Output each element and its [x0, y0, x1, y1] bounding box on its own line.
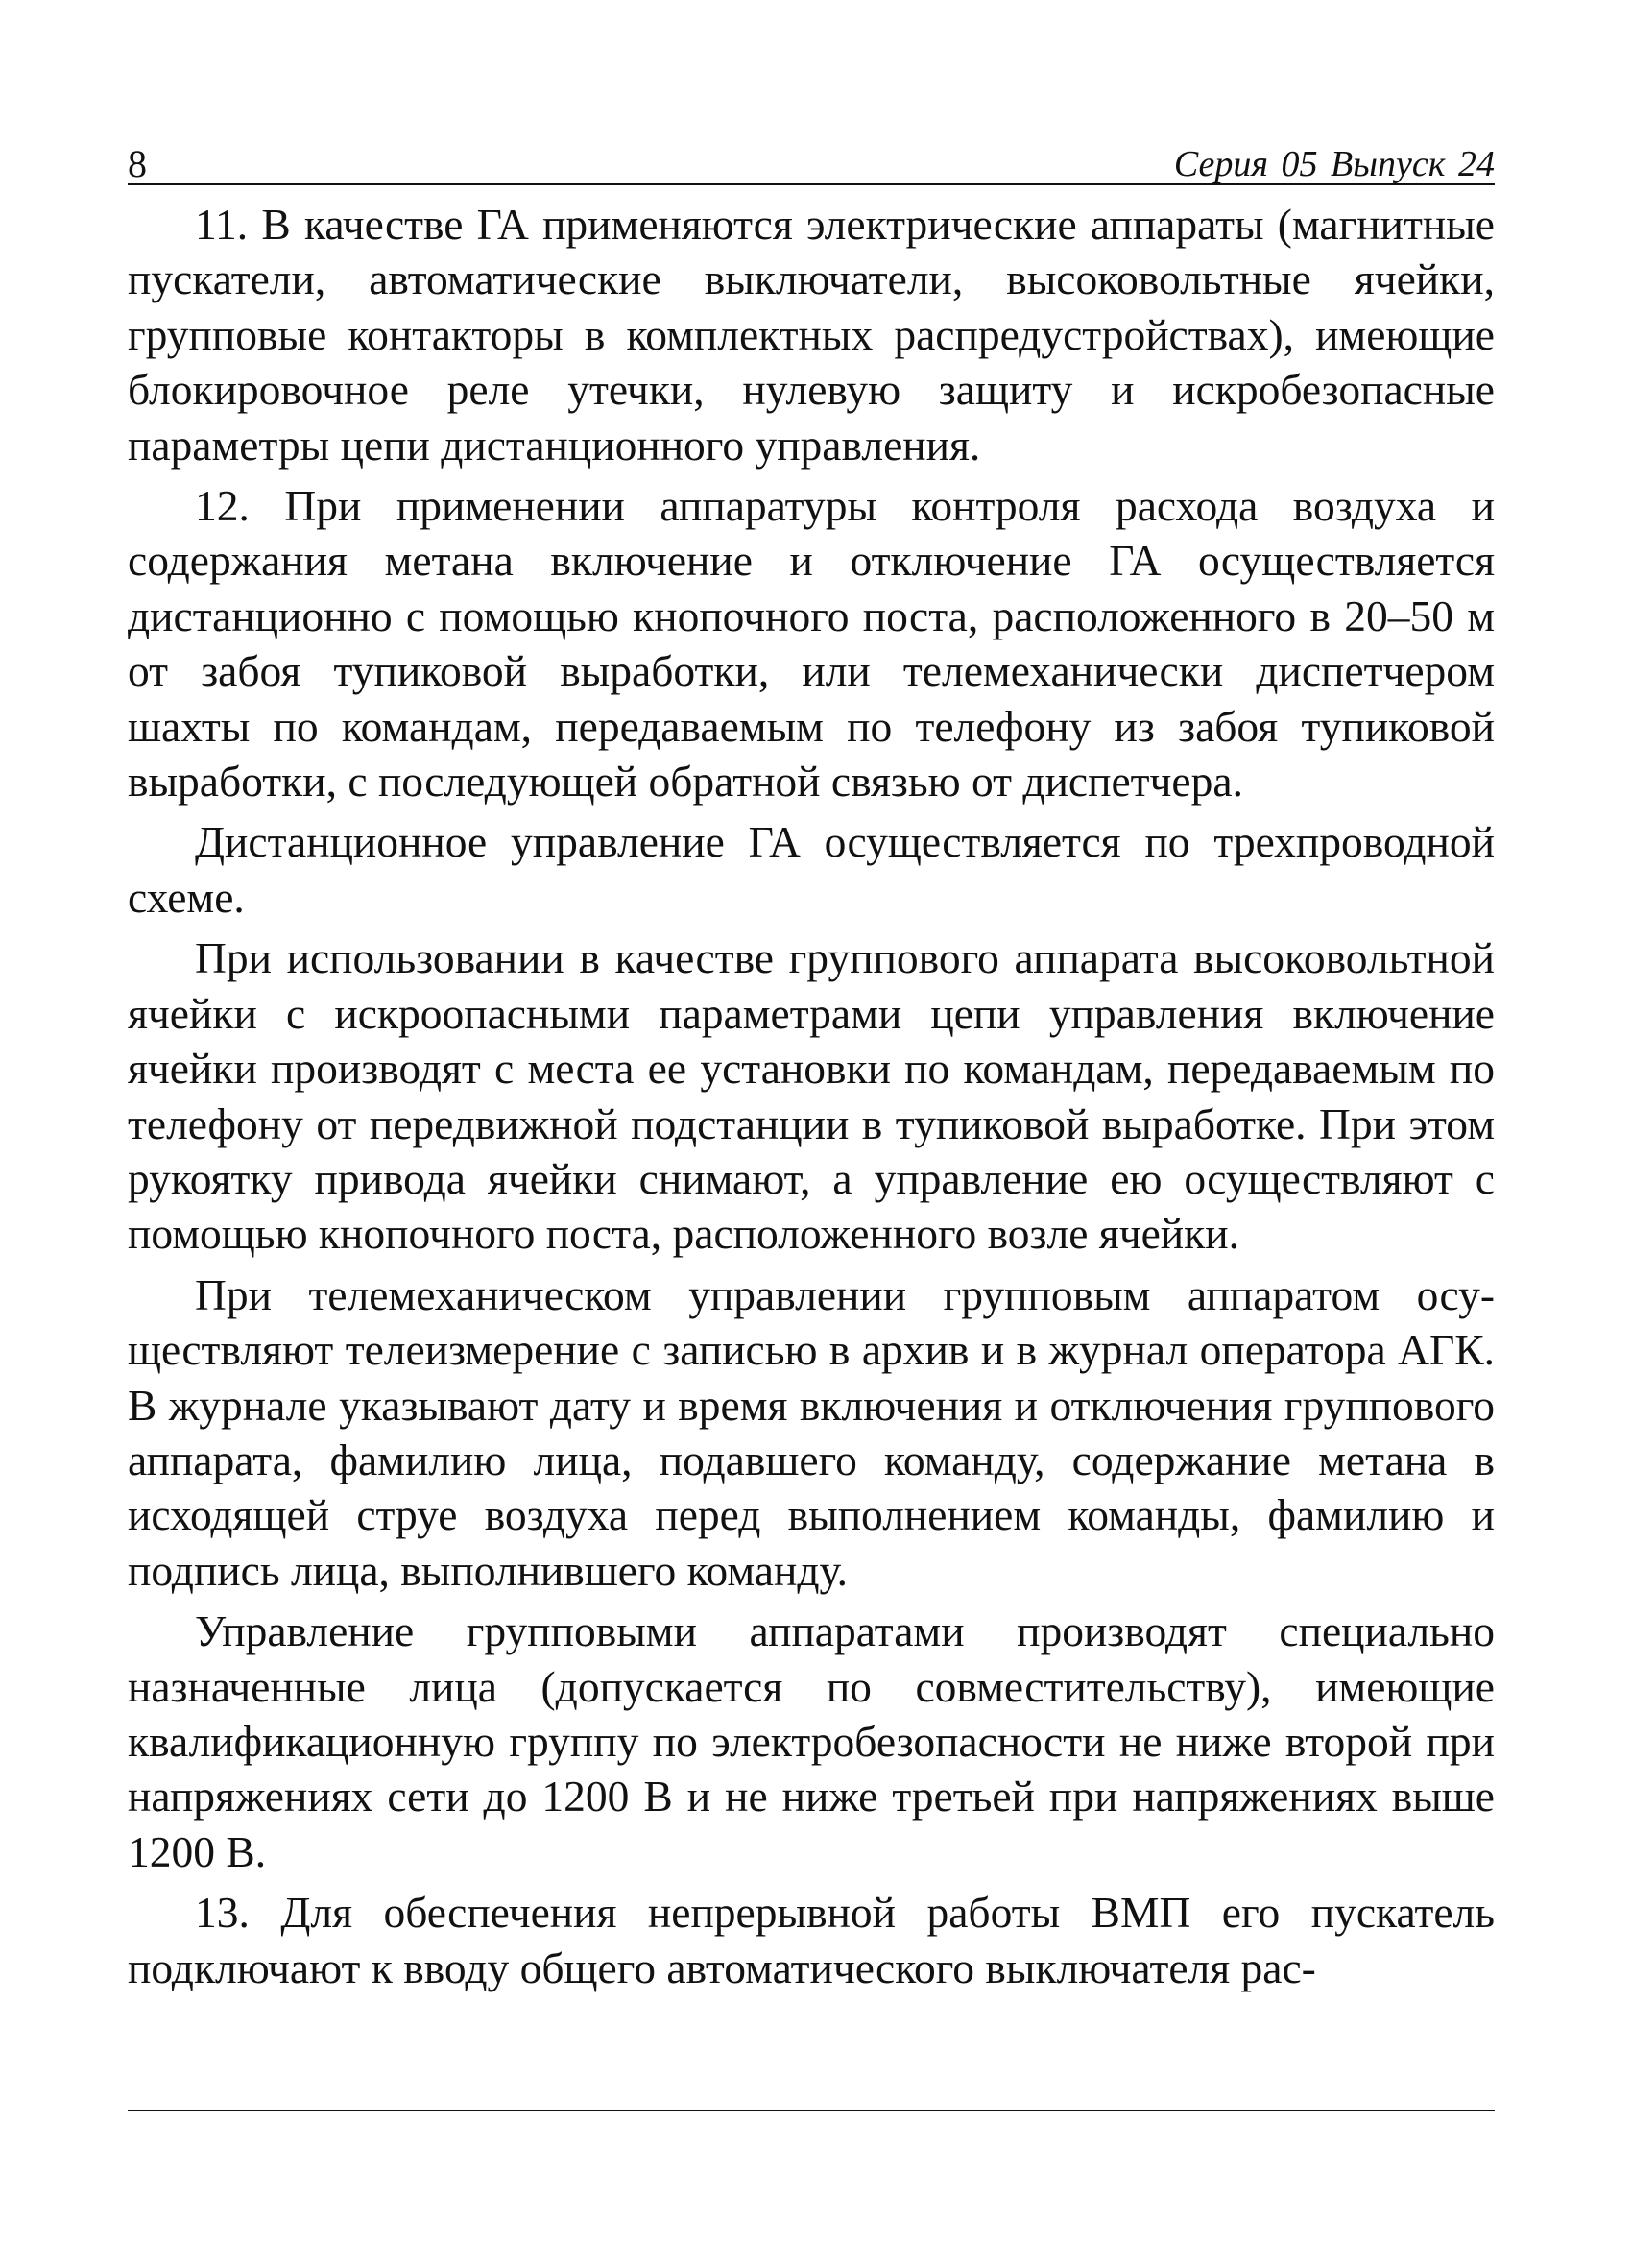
paragraph-item-13: 13. Для обеспечения непрерывной работы ВМП его пускатель подключают к вводу общего автоматического выключателя рас-: [128, 1888, 1495, 1992]
page-number: 8: [128, 142, 147, 185]
paragraph-item-11: 11. В качестве ГА применяются электрические аппараты (магнитные пускатели, автоматические выключатели, высоковольтные ячейки, групповые контакторы в комплектных распредустройствах), имеющие блокировочное реле утечки, нулевую защиту и искробезопасные параметры цепи дистанционного управления.: [128, 200, 1495, 470]
paragraph-item-12: 12. При применении аппаратуры контроля расхода воздуха и содержания метана включение и отключение ГА осуществляется дистанционно с помощью кнопочного поста, расположенного в 20–50 м от забоя тупиковой выработки, или телемеханически диспетчером шахты по командам, передаваемым по телефону из забоя тупиковой выработки, с последующей обратной связью от диспетчера.: [128, 481, 1495, 807]
running-title: Серия 05 Выпуск 24: [1173, 144, 1495, 184]
paragraph-high-voltage-cell: При использовании в качестве группового аппарата высоковольтной ячейки с искроопасными параметрами цепи управления включение ячейки производят с места ее установки по командам, передаваемым по телефону от передвижной подстанции в тупиковой выработке. При этом рукоятку привода ячейки снимают, а управление ею осуществляют с помощью кнопочного поста, расположенного возле ячейки.: [128, 933, 1495, 1259]
paragraph-remote-control: Дистанционное управление ГА осуществляется по трехпроводной схеме.: [128, 817, 1495, 922]
document-page: [128, 0, 1495, 2268]
paragraph-telemechanical-control: При телемеханическом управлении групповым аппаратом осуществляют телеизмерение с записью в архив и в журнал оператора АГК. В журнале указывают дату и время включения и отключения группового аппарата, фамилию лица, подавшего команду, содержание метана в исходящей струе воздуха перед выполнением команды, фамилию и подпись лица, выполнившего команду.: [128, 1269, 1495, 1595]
header-divider: [128, 183, 1495, 185]
footer-divider: [128, 2110, 1495, 2111]
paragraph-authorized-persons: Управление групповыми аппаратами производят специально назначенные лица (допускается по совместительству), имеющие квалификационную группу по электробезопасности не ниже второй при напряжениях сети до 1200 В и не ниже третьей при напряжениях выше 1200 В.: [128, 1606, 1495, 1876]
body-text: [128, 197, 1495, 2001]
page-header: [128, 140, 1495, 188]
